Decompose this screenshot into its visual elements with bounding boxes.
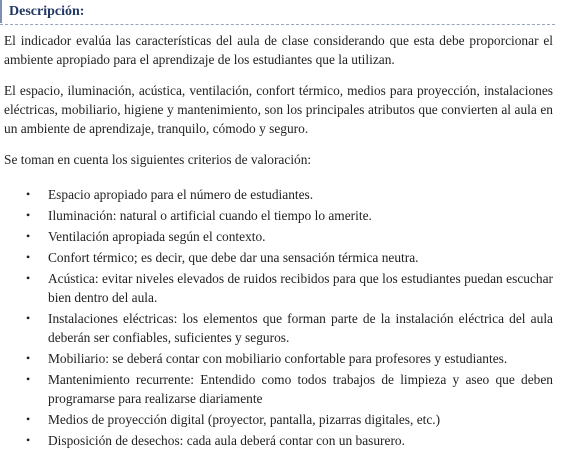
list-item <box>4 410 553 429</box>
list-item-text: Acústica: evitar niveles elevados de ruidos recibidos para que los estudiantes puedan escuchar bien dentro del aula. <box>48 271 553 305</box>
list-item <box>4 185 553 204</box>
bullet-icon: • <box>26 229 31 243</box>
bullet-icon: • <box>26 208 31 222</box>
attributes-paragraph: El espacio, iluminación, acústica, ventilación, confort térmico, medios para proyección, instalaciones eléctricas, mobiliario, higiene y mantenimiento, son los principales atributos que convierten al aula en un ambiente de aprendizaje, tranquilo, cómodo y seguro. <box>4 83 553 136</box>
list-item <box>4 431 553 450</box>
list-item-text: Espacio apropiado para el número de estudiantes. <box>48 187 314 202</box>
list-item-text: Disposición de desechos: cada aula deberá contar con un basurero. <box>48 433 405 448</box>
document-body <box>4 31 553 452</box>
list-item <box>4 349 553 368</box>
intro-paragraph: El indicador evalúa las características del aula de clase considerando que esta debe proporcionar el ambiente apropiado para el aprendizaje de los estudiantes que la utilizan. <box>4 33 553 67</box>
list-item-text: Mobiliario: se deberá contar con mobiliario confortable para profesores y estudiantes. <box>48 351 508 366</box>
list-item-text: Confort térmico; es decir, que debe dar una sensación térmica neutra. <box>48 250 419 265</box>
list-item-text: Ventilación apropiada según el contexto. <box>48 229 266 244</box>
bullet-icon: • <box>26 372 31 386</box>
section-heading: Descripción: <box>9 4 85 19</box>
bullet-icon: • <box>26 250 31 264</box>
list-item <box>4 370 553 408</box>
list-item <box>4 269 553 307</box>
bullet-icon: • <box>26 351 31 365</box>
criteria-intro-paragraph: Se toman en cuenta los siguientes criterios de valoración: <box>4 152 312 167</box>
criteria-list <box>4 185 553 450</box>
list-item-text: Mantenimiento recurrente: Entendido como todos trabajos de limpieza y aseo que deben programarse para realizarse diariamente <box>48 372 553 406</box>
bullet-icon: • <box>26 271 31 285</box>
heading-accent-rule <box>0 0 2 23</box>
list-item <box>4 309 553 347</box>
list-item-text: Iluminación: natural o artificial cuando el tiempo lo amerite. <box>48 208 372 223</box>
list-item-text: Instalaciones eléctricas: los elementos que forman parte de la instalación eléctrica del aula deberán ser confiables, suficientes y seguros. <box>48 311 553 345</box>
section-heading-bar <box>0 0 555 25</box>
bullet-icon: • <box>26 433 31 447</box>
bullet-icon: • <box>26 187 31 201</box>
list-item <box>4 248 553 267</box>
bullet-icon: • <box>26 412 31 426</box>
bullet-icon: • <box>26 311 31 325</box>
list-item-text: Medios de proyección digital (proyector, pantalla, pizarras digitales, etc.) <box>48 412 441 427</box>
list-item <box>4 206 553 225</box>
list-item <box>4 227 553 246</box>
